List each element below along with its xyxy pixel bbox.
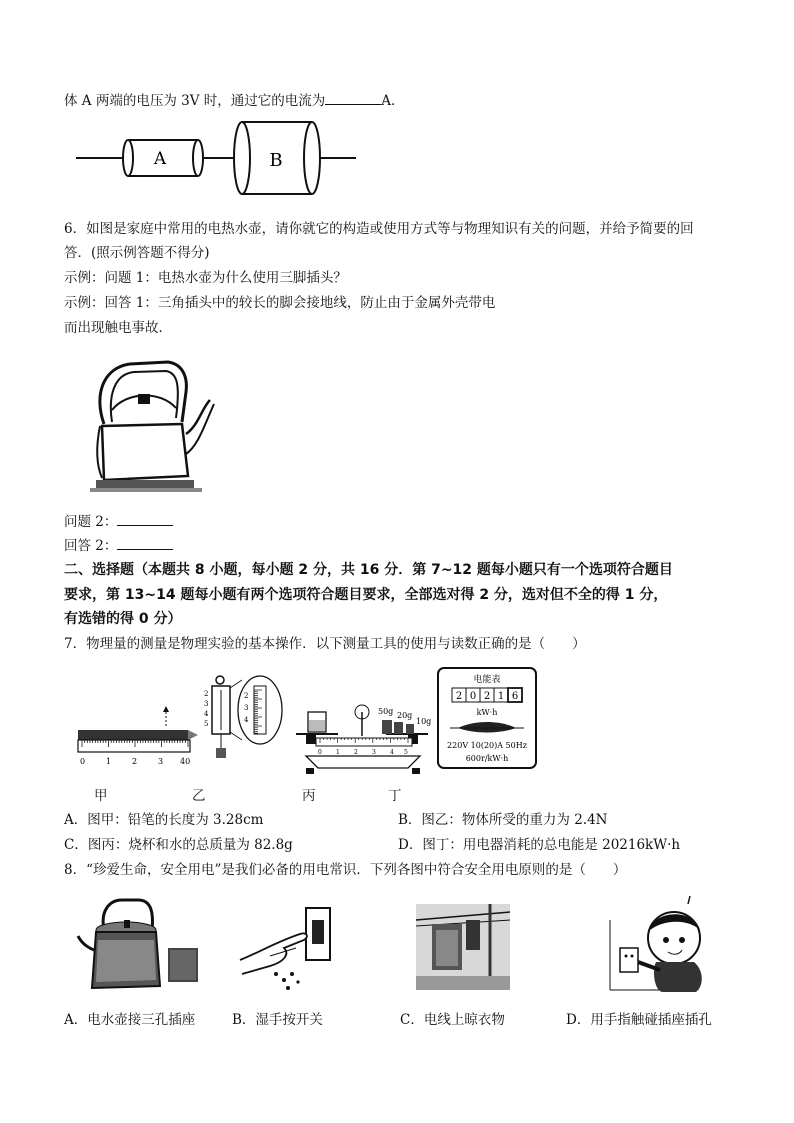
balance-tick-0: 0 bbox=[318, 749, 322, 756]
q8-option-c[interactable]: C．电线上晾衣物 bbox=[400, 1012, 505, 1028]
q6-example-answer-cont: 而出现触电事故． bbox=[64, 320, 172, 336]
balance-tick-5: 5 bbox=[404, 749, 408, 756]
meter-digit-3: 2 bbox=[483, 691, 491, 702]
weight-20g: 20g bbox=[397, 711, 413, 720]
q6-answer-2-blank[interactable] bbox=[117, 535, 173, 550]
spring-tick-5: 5 bbox=[204, 720, 209, 728]
meter-unit: kW·h bbox=[476, 708, 498, 717]
kettle-socket-image bbox=[78, 900, 198, 988]
balance-tick-3: 3 bbox=[372, 749, 376, 756]
fig-label-ding: 丁 bbox=[388, 788, 402, 804]
q7-option-a[interactable]: A．图甲：铅笔的长度为 3.28cm bbox=[64, 812, 264, 828]
spring-tick-4: 4 bbox=[204, 710, 209, 718]
q6-example-question: 示例：问题 1：电热水壶为什么使用三脚插头？ bbox=[64, 270, 347, 286]
q8-option-a[interactable]: A．电水壶接三孔插座 bbox=[64, 1012, 196, 1028]
resistor-figure bbox=[70, 116, 360, 202]
q6-answer-2-line bbox=[64, 535, 173, 556]
q5-tail-line bbox=[64, 90, 405, 111]
spring-zoom-tick-3: 3 bbox=[244, 704, 249, 712]
q8-figures bbox=[70, 890, 740, 1000]
ruler-figure bbox=[78, 706, 198, 766]
q7-stem: 7．物理量的测量是物理实验的基本操作．以下测量工具的使用与读数正确的是（ ） bbox=[64, 636, 586, 652]
ruler-tick-1: 1 bbox=[106, 757, 112, 766]
meter-digit-4: 1 bbox=[497, 691, 505, 702]
q5-tail-text: 体 A 两端的电压为 3V 时，通过它的电流为 bbox=[64, 93, 326, 109]
q7-option-b[interactable]: B．图乙：物体所受的重力为 2.4N bbox=[398, 812, 608, 828]
resistor-a-label: A bbox=[153, 149, 167, 169]
weight-10g: 10g bbox=[416, 717, 432, 726]
spring-tick-2: 2 bbox=[204, 690, 209, 698]
section-2-heading-3: 有选错的得 0 分） bbox=[64, 611, 182, 627]
spring-tick-3: 3 bbox=[204, 700, 209, 708]
q5-tail-unit: A． bbox=[381, 93, 405, 109]
q6-example-answer: 示例：回答 1：三角插头中的较长的脚会接地线，防止由于金属外壳带电 bbox=[64, 295, 496, 311]
spring-scale-figure bbox=[204, 676, 282, 758]
meter-spec-2: 600r/kW·h bbox=[465, 754, 509, 763]
q7-option-c[interactable]: C．图丙：烧杯和水的总质量为 82.8g bbox=[64, 837, 293, 853]
weight-50g: 50g bbox=[378, 707, 394, 716]
q5-answer-blank[interactable] bbox=[325, 90, 381, 105]
q6-question-2-blank[interactable] bbox=[117, 511, 173, 526]
ruler-tick-3: 3 bbox=[158, 757, 164, 766]
meter-digit-2: 0 bbox=[469, 691, 477, 702]
ruler-tick-0: 0 bbox=[80, 757, 86, 766]
fig-label-jia: 甲 bbox=[94, 788, 108, 804]
q6-stem-2: 答．(照示例答题不得分) bbox=[64, 245, 210, 261]
balance-tick-1: 1 bbox=[336, 749, 340, 756]
balance-figure bbox=[296, 705, 431, 774]
q6-stem-1: 6．如图是家庭中常用的电热水壶，请你就它的构造或使用方式等与物理知识有关的问题，并给予简要的回 bbox=[64, 221, 694, 237]
meter-spec-1: 220V 10(20)A 50Hz bbox=[447, 741, 527, 750]
resistor-b-label: B bbox=[269, 150, 283, 171]
q8-option-b[interactable]: B．湿手按开关 bbox=[232, 1012, 323, 1028]
clothes-on-wire-image bbox=[416, 904, 510, 990]
ruler-tick-2: 2 bbox=[132, 757, 138, 766]
spring-zoom-tick-4: 4 bbox=[244, 716, 249, 724]
meter-title: 电能表 bbox=[473, 675, 501, 685]
q7-option-d[interactable]: D．图丁：用电器消耗的总电能是 20216kW·h bbox=[398, 837, 681, 853]
spring-zoom-tick-2: 2 bbox=[244, 692, 249, 700]
section-2-heading-1: 二、选择题（本题共 8 小题，每小题 2 分，共 16 分．第 7~12 题每小题只有一个选项符合题目 bbox=[64, 562, 673, 578]
q7-figures bbox=[70, 664, 540, 788]
fig-label-bing: 丙 bbox=[302, 788, 316, 804]
balance-tick-4: 4 bbox=[390, 749, 394, 756]
meter-digit-5: 6 bbox=[511, 691, 519, 702]
ruler-tick-40: 40 bbox=[180, 757, 191, 766]
q6-question-2-label: 问题 2： bbox=[64, 514, 118, 530]
q8-option-d[interactable]: D．用手指触碰插座插孔 bbox=[566, 1012, 712, 1028]
fig-label-yi: 乙 bbox=[192, 788, 206, 804]
balance-tick-2: 2 bbox=[354, 749, 358, 756]
kettle-illustration bbox=[90, 356, 215, 498]
wet-hand-switch-image bbox=[240, 908, 330, 990]
q6-question-2-line bbox=[64, 511, 173, 532]
child-touch-socket-image bbox=[610, 896, 702, 992]
meter-digit-1: 2 bbox=[455, 691, 463, 702]
q8-stem: 8．“珍爱生命，安全用电”是我们必备的用电常识．下列各图中符合安全用电原则的是（ ） bbox=[64, 862, 627, 878]
section-2-heading-2: 要求，第 13~14 题每小题有两个选项符合题目要求，全部选对得 2 分，选对但不全的得 1 分， bbox=[64, 587, 668, 603]
q6-answer-2-label: 回答 2： bbox=[64, 538, 118, 554]
electric-meter-figure bbox=[438, 668, 536, 768]
